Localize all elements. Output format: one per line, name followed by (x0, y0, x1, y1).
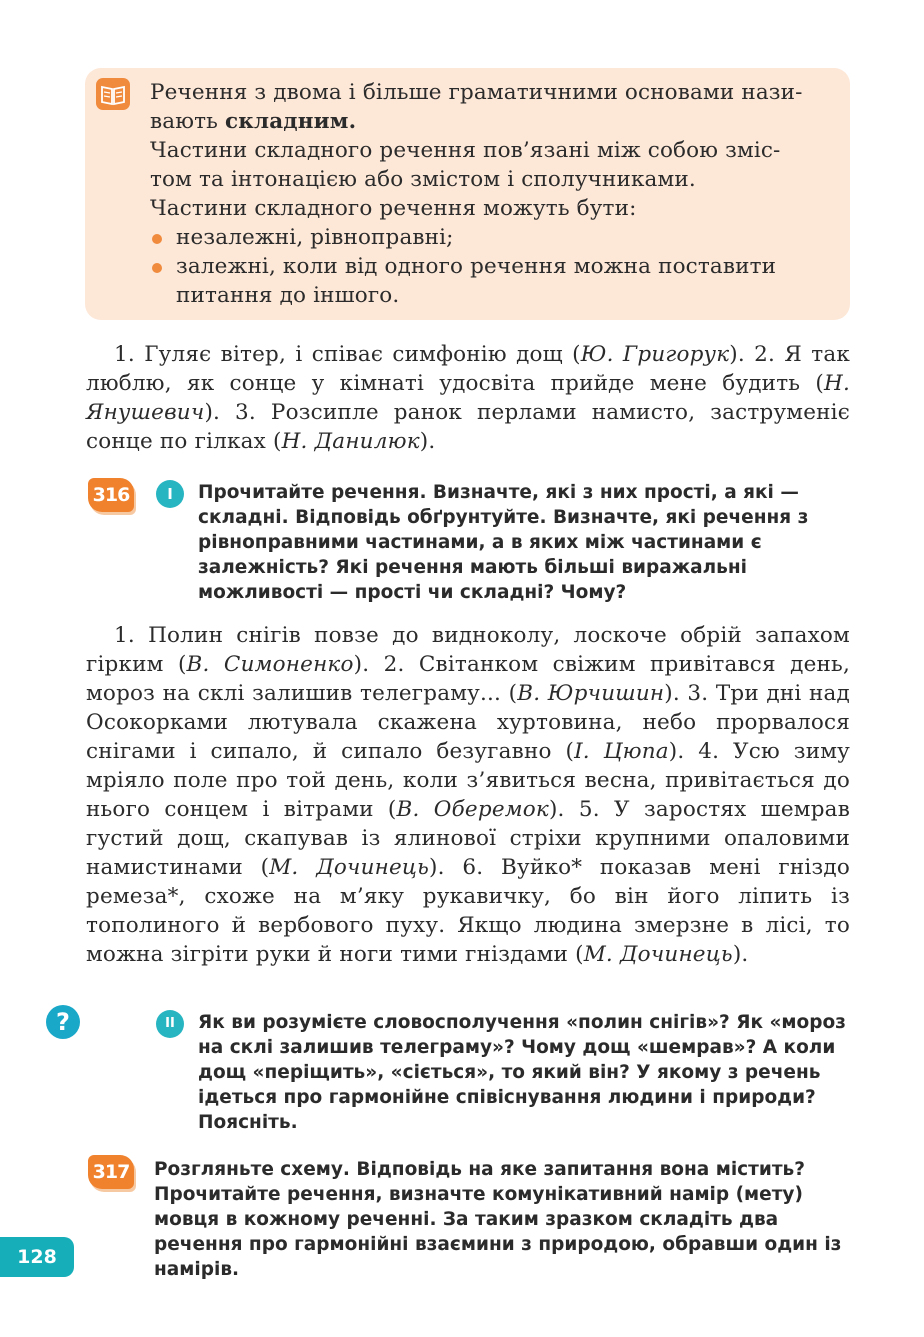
author: І. Цюпа (574, 739, 669, 764)
author: В. Симоненко (186, 652, 354, 677)
text-span: ). 6. Вуйко* показав мені гніздо ремеза*, схоже на м’яку рукавичку, бо він його ліпить із тополиного й вербового пуху. Якщо людина змерзне в лісі, то можна зігріти руки й ноги тими гніздами ( (86, 855, 850, 967)
rule-line: Частини складного речення пов’язані між собою зміс- (150, 138, 781, 163)
part-two-icon: II (156, 1010, 184, 1038)
author: В. Юрчишин (517, 681, 665, 706)
exercise-number-badge: 316 (88, 478, 134, 512)
rule-line: Частини складного речення можуть бути: (150, 196, 637, 221)
rule-text (150, 78, 830, 310)
text-span: ). 2. Я так люблю, як сонце у кімнаті удосвіта прийде мене будить ( (86, 342, 850, 396)
rule-text-span: вають (150, 109, 225, 134)
author: Н. Янушевич (86, 371, 850, 425)
text-span: ). 4. Усю зиму мріяло поле про той день, коли з’явиться весна, привітається до нього сонцем і вітрами ( (86, 739, 851, 822)
example-paragraph (86, 340, 850, 456)
bullet-text: залежні, коли від одного речення можна поставити (176, 254, 777, 279)
task-316-text: Прочитайте речення. Визначте, які з них прості, а які — складні. Відповідь обґрунтуйте. Визначте, які речення з рівноправними частинами, а в яких між частинами є залежність? Які речення мають більші виражальні можливості — прості чи складні? Чому? (198, 482, 809, 603)
text-span: ). 2. Світанком свіжим привітався день, мороз на склі залишив телеграму... ( (86, 652, 850, 706)
bullet-text: незалежні, рівноправні; (176, 225, 454, 250)
text-span: 1. Гуляє вітер, і співає симфонію дощ ( (114, 342, 581, 367)
question-icon: ? (46, 1005, 80, 1039)
task-316-part2-text: Як ви розумієте словосполучення «полин снігів»? Як «мороз на склі залишив телеграму»? Чому дощ «шемрав»? А коли дощ «періщить», «сіється», то який він? У якому з речень ідеться про гармонійне співіснування людини і природи? Поясніть. (198, 1012, 846, 1133)
rule-line: Речення з двома і більше граматичними основами нази- (150, 80, 803, 105)
author: В. Оберемок (396, 797, 549, 822)
text-span: ). 3. Розсипле ранок перлами намисто, заструменіє сонце по гілках ( (86, 400, 850, 454)
task-317-text: Розгляньте схему. Відповідь на яке запитання вона містить? Прочитайте речення, визначте комунікативний намір (мету) мовця в кожному реченні. За таким зразком складіть два речення про гармонійні взаємини з природою, обравши один із намірів. (154, 1159, 842, 1280)
text-span: 1. Полин снігів повзе до видноколу, лоскоче обрій запахом гірким ( (86, 623, 850, 677)
author: Н. Данилюк (281, 429, 420, 454)
author: М. Дочинець (269, 855, 430, 880)
text-span: ). 5. У заростях шемрав густий дощ, скапував із ялинової стріхи крупними опаловими намистинами ( (86, 797, 850, 880)
text-span: ). 3. Три дні над Осокорками лютувала скажена хуртовина, небо прорвалося снігами і сипало, й сипало безугавно ( (86, 681, 850, 764)
rule-bullet (150, 252, 830, 281)
author: М. Дочинець (583, 942, 733, 967)
book-icon (96, 78, 130, 110)
rule-term: складним. (224, 109, 357, 134)
page-number: 128 (0, 1237, 74, 1277)
exercise-paragraph (86, 621, 850, 969)
rule-bullet-cont: питання до іншого. (176, 283, 400, 308)
bullet-icon (152, 263, 162, 273)
exercise-number-badge: 317 (88, 1155, 134, 1189)
text-span: ). (732, 942, 749, 967)
part-one-icon: I (156, 480, 184, 508)
text-span: ). (419, 429, 436, 454)
rule-line (150, 107, 830, 136)
rule-line: том та інтонацією або змістом і сполучниками. (150, 167, 696, 192)
rule-bullet (150, 223, 830, 252)
bullet-icon (152, 234, 162, 244)
author: Ю. Григорук (580, 342, 730, 367)
